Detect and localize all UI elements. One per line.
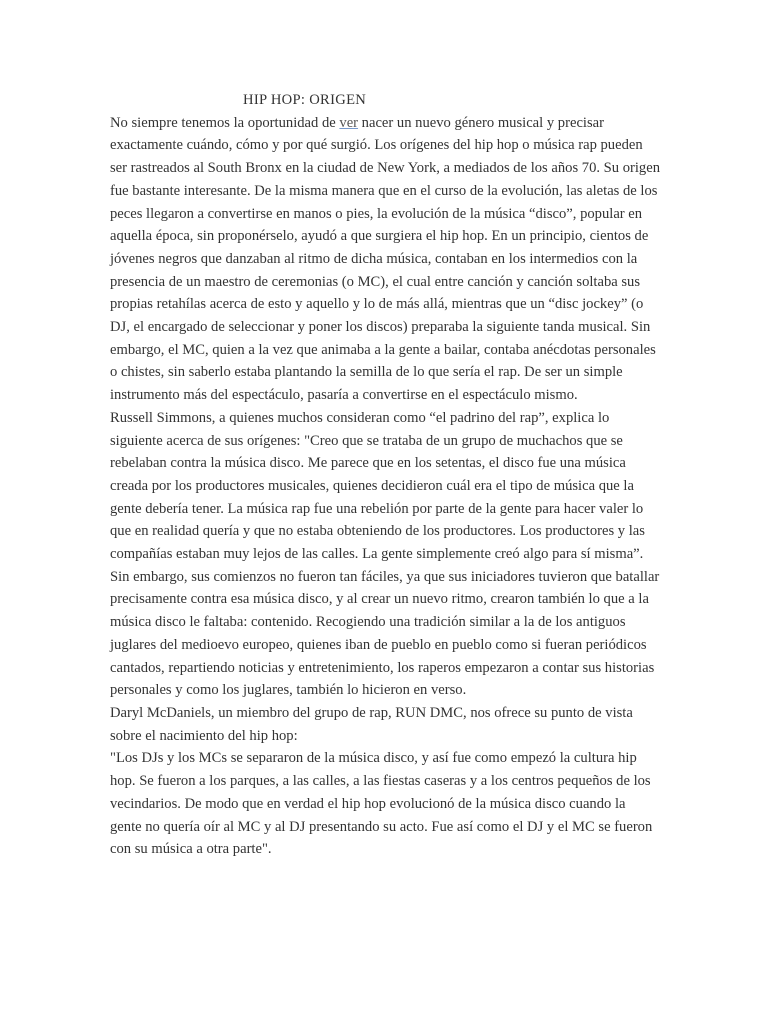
paragraph-origins	[110, 112, 660, 407]
paragraph-daryl-mcdaniels: Daryl McDaniels, un miembro del grupo de rap, RUN DMC, nos ofrece su punto de vista sobre el nacimiento del hip hop:	[110, 704, 633, 744]
paragraph-russell-simmons: Russell Simmons, a quienes muchos consideran como “el padrino del rap”, explica lo siguiente acerca de sus orígenes: "Creo que se trataba de un grupo de muchachos que se rebelaban contra la música disco. Me parece que en los setentas, el disco fue una música creada por los productores musicales, quienes decidieron cuál era el tipo de música que la gente debería tener. La música rap fue una rebelión por parte de la gente para hacer valer lo que en realidad quería y que no estaba obteniendo de los productores. Los productores y las compañías estaban muy lejos de las calles. La gente simplemente creó algo para sí misma”.	[110, 409, 645, 563]
ver-link[interactable]: ver	[339, 114, 359, 131]
paragraph-beginnings: Sin embargo, sus comienzos no fueron tan fáciles, ya que sus iniciadores tuvieron que batallar precisamente contra esa música disco, y al crear un nuevo ritmo, crearon también lo que a la música disco le faltaba: contenido. Recogiendo una tradición similar a la de los antiguos juglares del medioevo europeo, quienes iban de pueblo en pueblo como si fueran periódicos cantados, repartiendo noticias y entretenimiento, los raperos empezaron a contar sus historias personales y como los juglares, también lo hicieron en verso.	[110, 568, 660, 699]
paragraph-quote: "Los DJs y los MCs se separaron de la música disco, y así fue como empezó la cultura hip hop. Se fueron a los parques, a las calles, a las fiestas caseras y a los centros pequeños de los vecindarios. De modo que en verdad el hip hop evolucionó de la música disco cuando la gente no quería oír al MC y al DJ presentando su acto. Fue así como el DJ y el MC se fueron con su música a otra parte".	[110, 750, 653, 858]
document-page	[110, 89, 660, 861]
paragraph-origins-rest: nacer un nuevo género musical y precisar exactamente cuándo, cómo y por qué surgió. Los orígenes del hip hop o música rap pueden ser rastreados al South Bronx en la ciudad de New York, a mediados de los años 70. Su origen fue bastante interesante. De la misma manera que en el curso de la evolución, las aletas de los peces llegaron a convertirse en manos o pies, la evolución de la música “disco”, popular en aquella época, sin proponérselo, ayudó a que surgiera el hip hop. En un principio, cientos de jóvenes negros que danzaban al ritmo de dicha música, contaban en los intermedios con la presencia de un maestro de ceremonias (o MC), el cual entre canción y canción soltaba sus propias retahílas acerca de esto y aquello y lo de más allá, mientras que un “disc jockey” (o DJ, el encargado de seleccionar y poner los discos) preparaba la siguiente tanda musical. Sin embargo, el MC, quien a la vez que animaba a la gente a bailar, contaba anécdotas personales o chistes, sin saberlo estaba plantando la semilla de lo que sería el rap. De ser un simple instrumento más del espectáculo, pasaría a convertirse en el espectáculo mismo.	[110, 114, 661, 404]
document-title: HIP HOP: ORIGEN	[243, 92, 367, 108]
paragraph-origins-start: No siempre tenemos la oportunidad de	[110, 114, 340, 131]
